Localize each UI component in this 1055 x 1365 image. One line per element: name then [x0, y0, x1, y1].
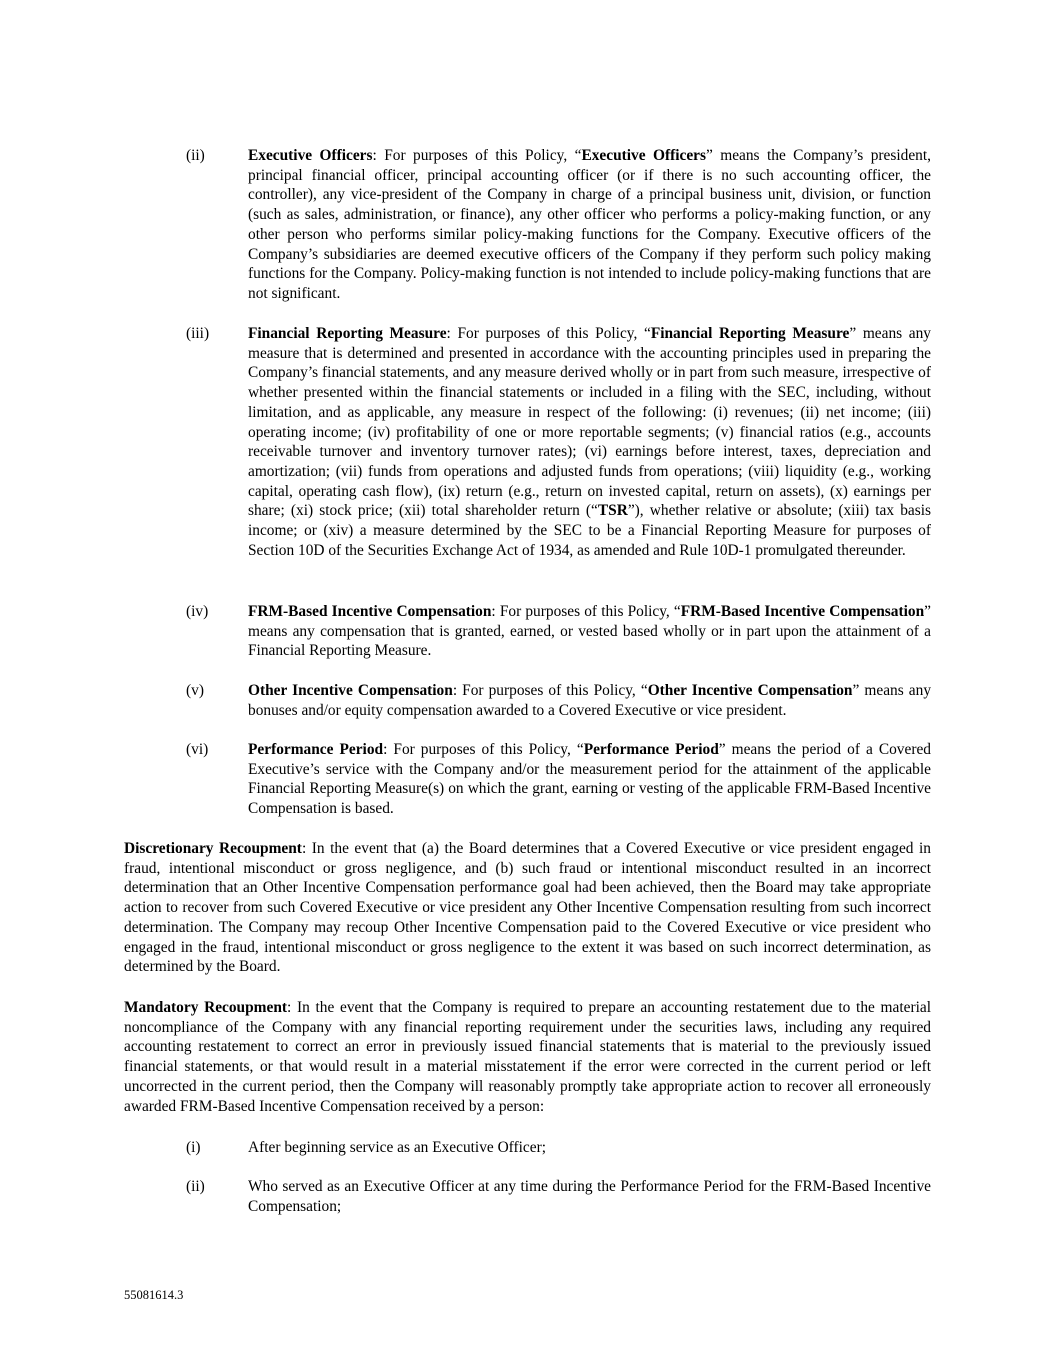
- mandatory-recoupment-paragraph: Mandatory Recoupment: In the event that the Company is required to prepare an accounting restatement due to the material noncompliance of the Company with any financial reporting requirement under the securities laws, including any required accounting restatement to correct an error in previously issued financial statements that is material to the previously issued financial statements, or that would result in a material misstatement if the error were corrected in the current period or left uncorrected in the current period, then the Company will reasonably promptly take appropriate action to recover all erroneously awarded FRM-Based Incentive Compensation received by a person:: [124, 999, 931, 1115]
- item-number: (iii): [186, 325, 210, 342]
- defined-term: FRM-Based Incentive Compensation: [248, 603, 492, 620]
- defined-term-tsr: TSR: [597, 502, 628, 520]
- definition-body: Other Incentive Compensation: For purposes of this Policy, “Other Incentive Compensation” means any bonuses and/or equity compensation awarded to a Covered Executive or vice president.: [248, 682, 932, 719]
- defined-term-quoted: Performance Period: [583, 741, 719, 758]
- defined-term-quoted: Other Incentive Compensation: [647, 682, 853, 699]
- definition-body: Financial Reporting Measure: For purposes of this Policy, “Financial Reporting Measure” means any measure that is determined and presented in accordance with the accounting principles used in preparing the Company’s financial statements, and any measure derived wholly or in part from such measure, irrespective of whether presented within the financial statements or included in a filing with the SEC, including, without limitation, and as applicable, any measure in respect of the following: (i) revenues; (ii) net income; (iii) operating income; (iv) profitability of one or more reportable segments; (v) financial ratios (e.g., accounts receivable turnover and inventory turnover rates); (vi) earnings before interest, taxes, depreciation and amortization; (vii) funds from operations and adjusted funds from operations; (viii) liquidity (e.g., working capital, operating cash flow), (ix) return (e.g., return on invested capital, return on assets), (x) earnings per share; (xi) stock price; (xii) total shareholder return (“TSR”), whether relative or absolute; (xiii) tax basis income; or (xiv) a measure determined by the SEC to be a Financial Reporting Measure for purposes of Section 10D of the Securities Exchange Act of 1934, as amended and Rule 10D-1 promulgated thereunder.: [248, 325, 931, 559]
- defined-term: Executive Officers: [248, 147, 373, 164]
- definition-body: Executive Officers: For purposes of this Policy, “Executive Officers” means the Company’s president, principal financial officer, principal accounting officer (or if there is no such accounting officer, the controller), any vice-president of the Company in charge of a principal business unit, division, or function (such as sales, administration, or finance), any other officer who performs a policy-making function, or any other person who performs similar policy-making functions for the Company. Executive officers of the Company’s subsidiaries are deemed executive officers of the Company if they perform such policy making functions for the Company. Policy-making function is not intended to include policy-making functions that are not significant.: [248, 147, 931, 302]
- defined-term: Financial Reporting Measure: [248, 325, 447, 342]
- defined-term-quoted: Financial Reporting Measure: [650, 325, 850, 342]
- definition-other-incentive-compensation: [186, 681, 931, 720]
- definition-frm-based-incentive-compensation: [186, 602, 931, 661]
- definition-executive-officers: [186, 146, 931, 304]
- defined-term-quoted: Executive Officers: [581, 147, 706, 164]
- defined-term-quoted: FRM-Based Incentive Compensation: [680, 603, 925, 620]
- section-heading: Discretionary Recoupment: [124, 840, 302, 857]
- condition-item: [186, 1177, 931, 1216]
- item-number: (vi): [186, 741, 209, 758]
- definition-body: Performance Period: For purposes of this Policy, “Performance Period” means the period of a Covered Executive’s service with the Company and/or the measurement period for the attainment of the applicable Financial Reporting Measure(s) on which the grant, earning or vesting of the applicable FRM-Based Incentive Compensation is based.: [248, 741, 931, 818]
- condition-item: [186, 1138, 931, 1158]
- document-id-footer: 55081614.3: [124, 1288, 184, 1302]
- section-heading: Mandatory Recoupment: [124, 999, 288, 1016]
- item-number: (v): [186, 682, 204, 699]
- definition-financial-reporting-measure: [186, 324, 931, 560]
- discretionary-recoupment-paragraph: Discretionary Recoupment: In the event that (a) the Board determines that a Covered Executive or vice president engaged in fraud, intentional misconduct or gross negligence, and (b) such fraud or intentional misconduct resulted in an incorrect determination that an Other Incentive Compensation performance goal had been achieved, then the Board may take appropriate action to recover from such Covered Executive or vice president any Other Incentive Compensation resulting from such incorrect determination. The Company may recoup Other Incentive Compensation paid to the Covered Executive or vice president who engaged in the fraud, intentional misconduct or gross negligence to the extent it was based on such incorrect determination, as determined by the Board.: [124, 840, 931, 976]
- condition-body: Who served as an Executive Officer at any time during the Performance Period for the FRM-Based Incentive Compensation;: [248, 1178, 931, 1215]
- item-number: (ii): [186, 147, 205, 164]
- item-number: (i): [186, 1139, 201, 1156]
- defined-term: Other Incentive Compensation: [248, 682, 453, 699]
- item-number: (ii): [186, 1178, 205, 1195]
- definition-body: FRM-Based Incentive Compensation: For purposes of this Policy, “FRM-Based Incentive Compensation” means any compensation that is granted, earned, or vested based wholly or in part upon the attainment of a Financial Reporting Measure.: [248, 603, 931, 660]
- item-number: (iv): [186, 603, 209, 620]
- defined-term: Performance Period: [248, 741, 384, 758]
- definition-performance-period: [186, 740, 931, 819]
- condition-body: After beginning service as an Executive Officer;: [248, 1139, 546, 1156]
